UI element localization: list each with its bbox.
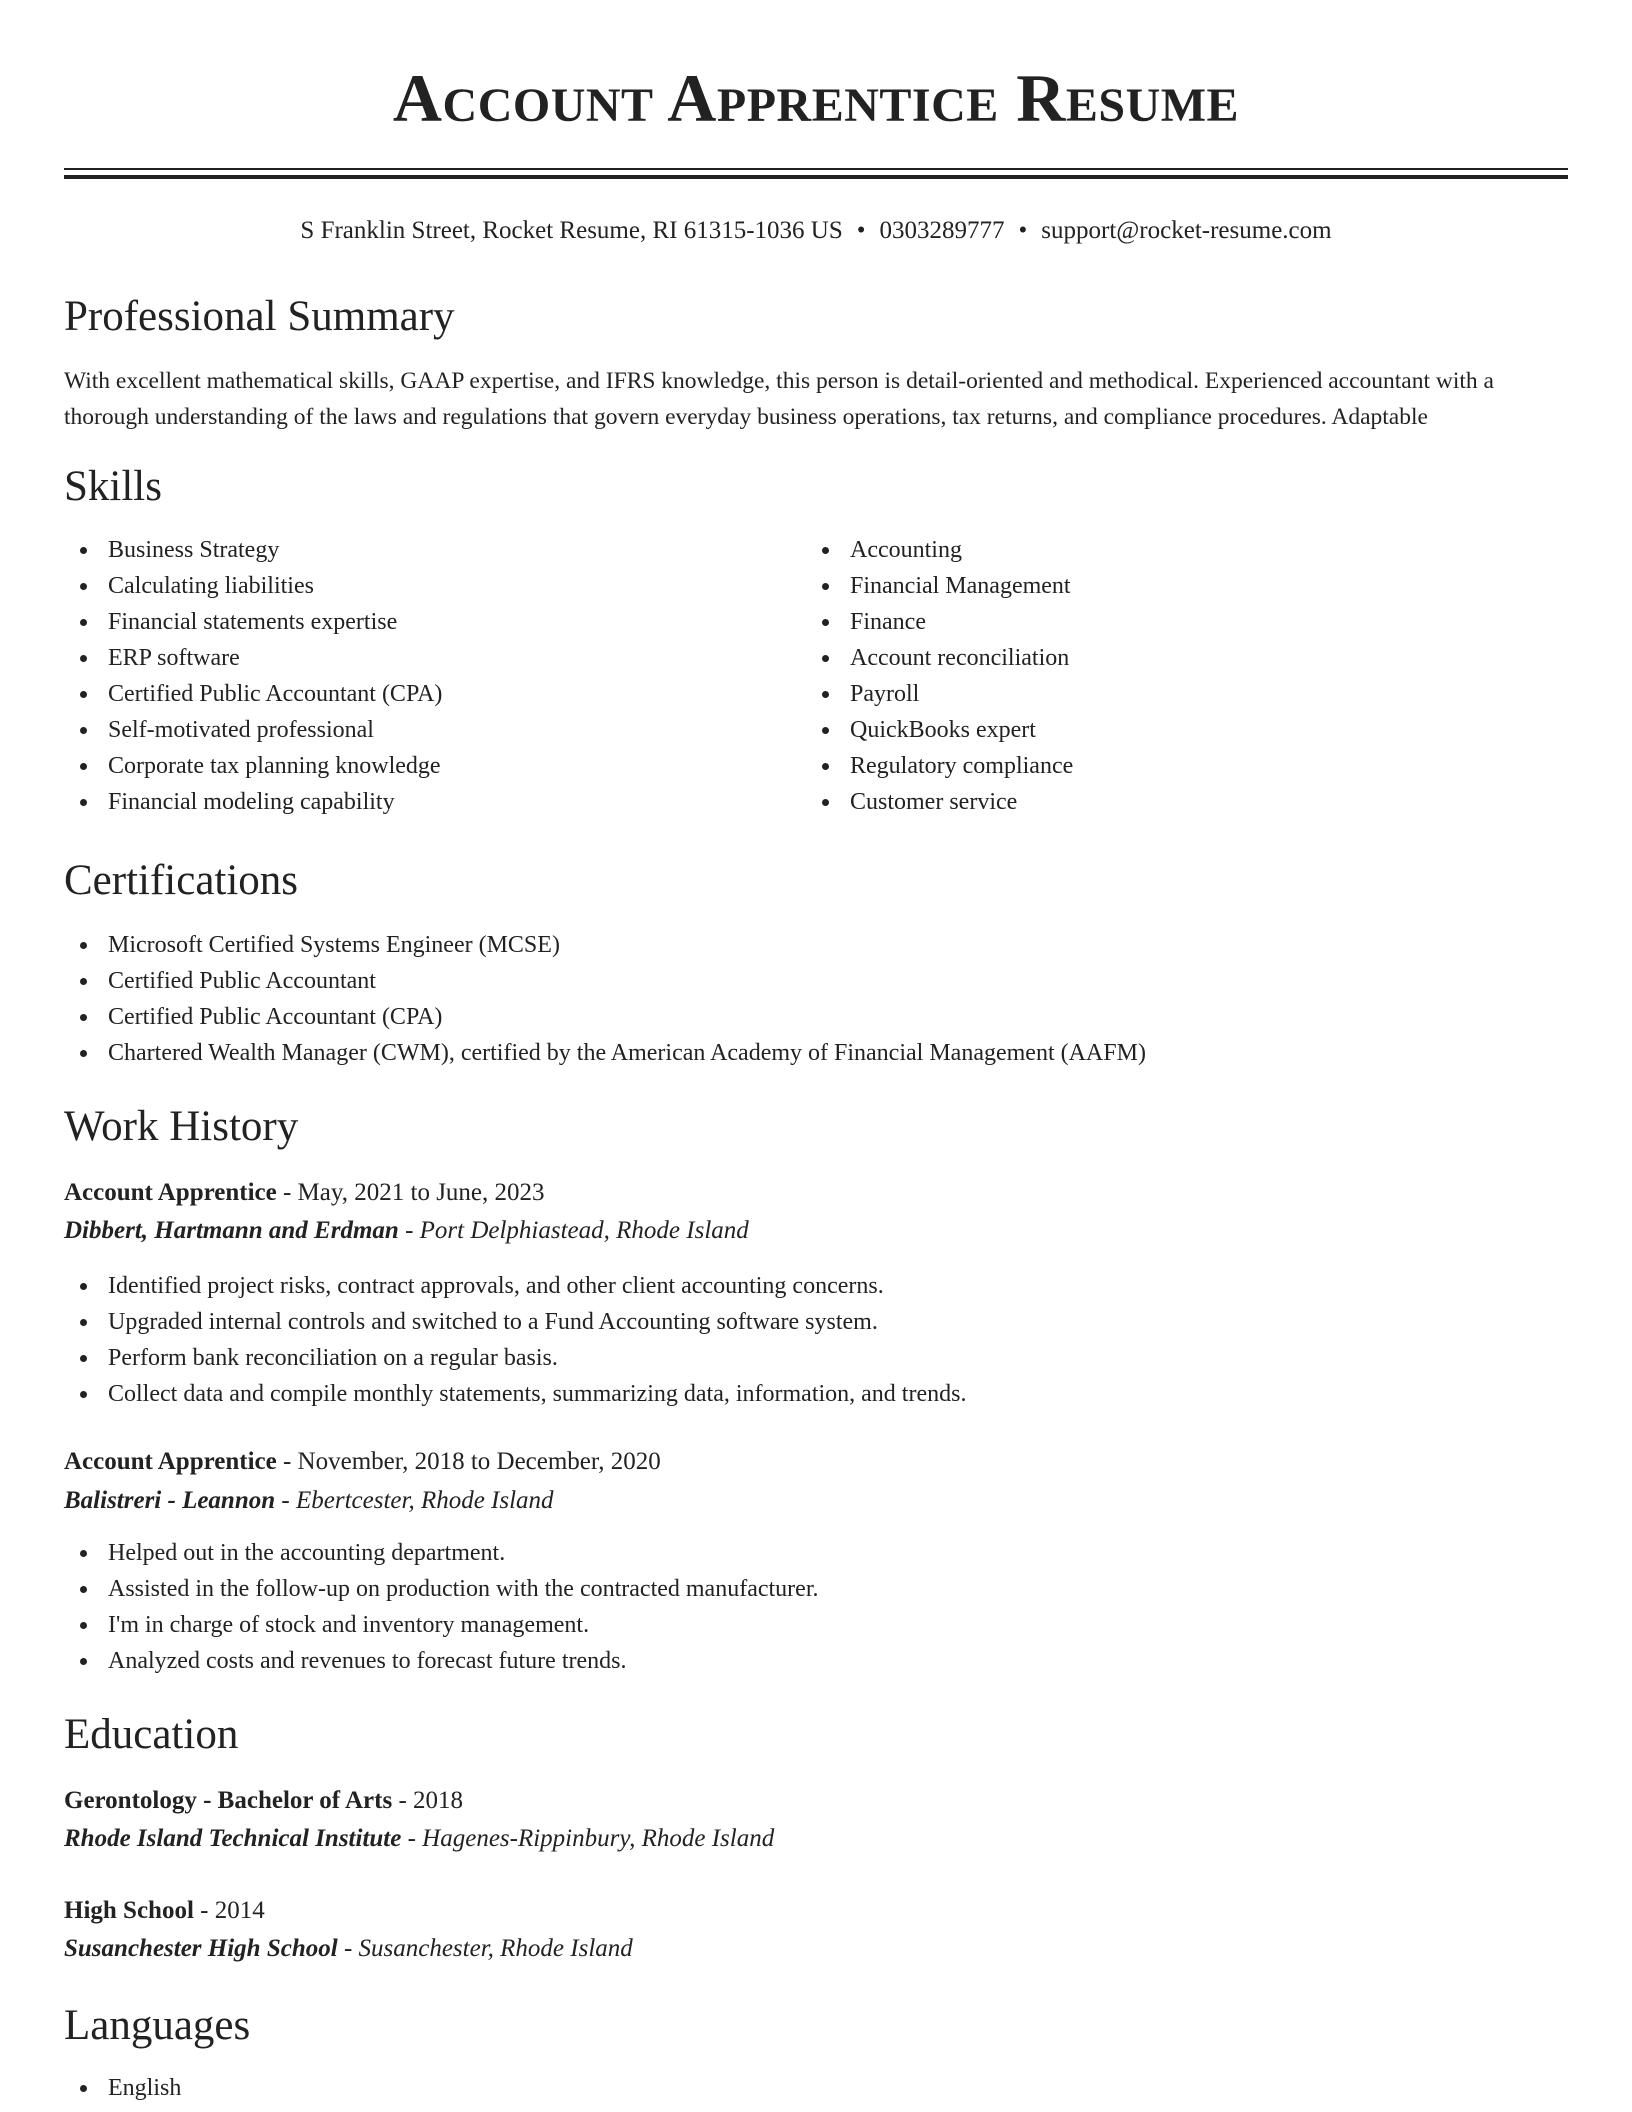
job-title-line	[64, 1443, 661, 1481]
education-degree-line	[64, 1782, 463, 1820]
title-rule-thin	[64, 168, 1568, 170]
education-location: - Hagenes-Rippinbury, Rhode Island	[401, 1825, 775, 1852]
contact-separator: •	[856, 217, 866, 244]
job-company: Balistreri - Leannon	[64, 1487, 276, 1514]
list-item: Business Strategy	[64, 532, 764, 568]
contact-phone: 0303289777	[879, 217, 1005, 244]
list-item: Financial Management	[806, 568, 1506, 604]
job-bullets	[64, 1535, 1568, 1679]
contact-separator: •	[1018, 217, 1028, 244]
job-bullets	[64, 1268, 1568, 1412]
list-item: Collect data and compile monthly statements, summarizing data, information, and trends.	[64, 1376, 1568, 1412]
list-item: Self-motivated professional	[64, 712, 764, 748]
job-location: - Ebertcester, Rhode Island	[275, 1487, 554, 1514]
job-title: Account Apprentice	[64, 1179, 277, 1206]
skills-heading: Skills	[64, 463, 162, 510]
list-item: Helped out in the accounting department.	[64, 1535, 1568, 1571]
skills-list-right	[806, 532, 1506, 820]
list-item: Certified Public Accountant	[64, 963, 1568, 999]
summary-heading: Professional Summary	[64, 293, 455, 340]
list-item: Accounting	[806, 532, 1506, 568]
contact-email: support@rocket-resume.com	[1041, 217, 1332, 244]
resume-title: Account Apprentice Resume	[392, 60, 1240, 136]
education-school-line	[64, 1930, 633, 1968]
contact-address: S Franklin Street, Rocket Resume, RI 61315-1036 US	[300, 217, 843, 244]
languages-list	[64, 2070, 1568, 2106]
job-title-line	[64, 1174, 545, 1212]
certifications-heading: Certifications	[64, 857, 299, 904]
list-item: QuickBooks expert	[806, 712, 1506, 748]
contact-line	[64, 214, 1568, 248]
list-item: Finance	[806, 604, 1506, 640]
job-company: Dibbert, Hartmann and Erdman	[64, 1217, 399, 1244]
education-year: - 2018	[392, 1787, 464, 1814]
summary-text: With excellent mathematical skills, GAAP expertise, and IFRS knowledge, this person is detail-oriented and methodical. Experienced accountant with a thorough understanding of the laws and regulations that govern everyday business operations, tax returns, and compliance procedures. Adaptable	[64, 368, 1494, 430]
education-location: - Susanchester, Rhode Island	[337, 1935, 633, 1962]
list-item: Financial statements expertise	[64, 604, 764, 640]
list-item: Upgraded internal controls and switched to a Fund Accounting software system.	[64, 1304, 1568, 1340]
list-item: Regulatory compliance	[806, 748, 1506, 784]
title-rule-thick	[64, 175, 1568, 179]
list-item: Perform bank reconciliation on a regular basis.	[64, 1340, 1568, 1376]
list-item: ERP software	[64, 640, 764, 676]
certifications-list	[64, 927, 1568, 1071]
list-item: I'm in charge of stock and inventory management.	[64, 1607, 1568, 1643]
list-item: Certified Public Accountant (CPA)	[64, 676, 764, 712]
list-item: Chartered Wealth Manager (CWM), certified by the American Academy of Financial Management (AAFM)	[64, 1035, 1568, 1071]
list-item: Calculating liabilities	[64, 568, 764, 604]
education-heading: Education	[64, 1711, 239, 1758]
languages-heading: Languages	[64, 2002, 251, 2049]
job-location: - Port Delphiastead, Rhode Island	[398, 1217, 749, 1244]
list-item: English	[64, 2070, 1568, 2106]
job-title: Account Apprentice	[64, 1448, 277, 1475]
job-dates: - November, 2018 to December, 2020	[276, 1448, 661, 1475]
job-dates: - May, 2021 to June, 2023	[276, 1179, 545, 1206]
list-item: Payroll	[806, 676, 1506, 712]
list-item: Assisted in the follow-up on production with the contracted manufacturer.	[64, 1571, 1568, 1607]
education-year: - 2014	[193, 1897, 265, 1924]
list-item: Account reconciliation	[806, 640, 1506, 676]
list-item: Microsoft Certified Systems Engineer (MCSE)	[64, 927, 1568, 963]
job-company-line	[64, 1482, 554, 1520]
list-item: Analyzed costs and revenues to forecast future trends.	[64, 1643, 1568, 1679]
education-degree: Gerontology - Bachelor of Arts	[64, 1787, 393, 1814]
list-item: Identified project risks, contract approvals, and other client accounting concerns.	[64, 1268, 1568, 1304]
list-item: Corporate tax planning knowledge	[64, 748, 764, 784]
education-school: Susanchester High School	[64, 1935, 338, 1962]
job-company-line	[64, 1212, 749, 1250]
skills-list-left	[64, 532, 764, 820]
education-school: Rhode Island Technical Institute	[64, 1825, 402, 1852]
list-item: Financial modeling capability	[64, 784, 764, 820]
education-degree: High School	[64, 1897, 194, 1924]
work-history-heading: Work History	[64, 1103, 299, 1150]
education-school-line	[64, 1820, 774, 1858]
list-item: Customer service	[806, 784, 1506, 820]
list-item: Certified Public Accountant (CPA)	[64, 999, 1568, 1035]
education-degree-line	[64, 1892, 265, 1930]
